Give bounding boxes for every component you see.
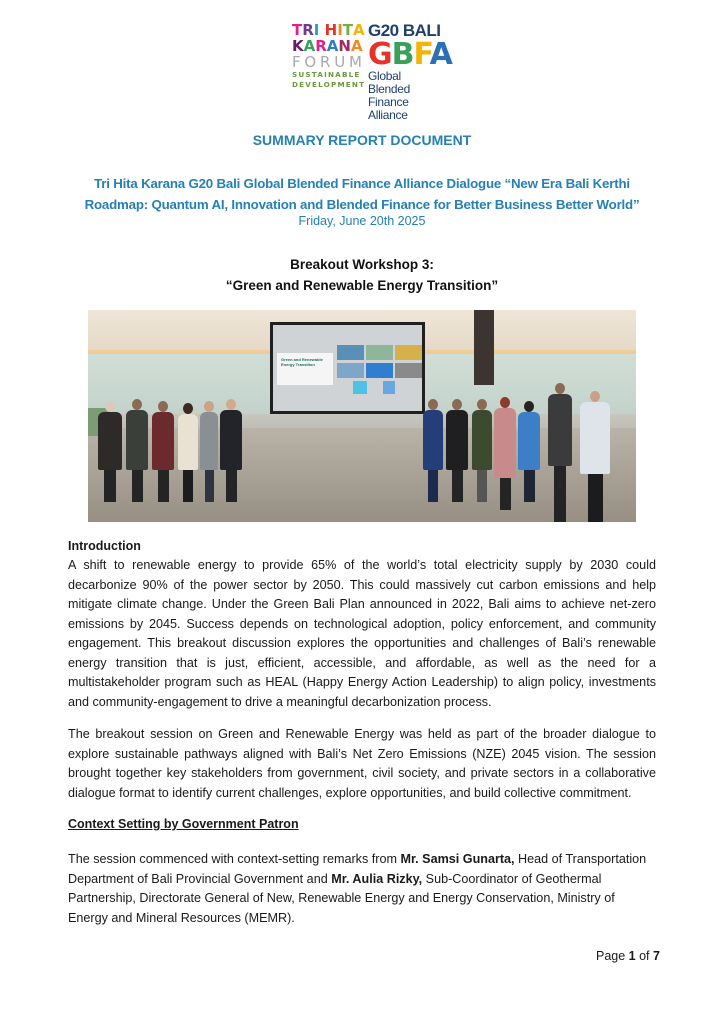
- thk-logo-row-2: [292, 38, 362, 54]
- context-text-2: Head of Transportation Department of Bali Provincial Government and: [68, 852, 647, 886]
- person: [200, 412, 218, 470]
- speaker-samsi-gunarta: Mr. Samsi Gunarta,: [400, 852, 515, 866]
- logo-letter: I: [337, 21, 343, 39]
- introduction-heading: Introduction: [68, 539, 141, 553]
- thk-logo-development: DEVELOPMENT: [292, 80, 366, 89]
- tri-hita-karana-forum-logo: [292, 21, 366, 90]
- logo-letter: I: [313, 21, 320, 39]
- logo-letter: F: [292, 53, 301, 71]
- context-setting-paragraph: [68, 850, 656, 928]
- logo-letter: U: [334, 53, 346, 71]
- gbfa-logo-finance-alliance: Finance Alliance: [368, 95, 409, 122]
- person: [220, 410, 242, 470]
- speaker-aulia-rizky: Mr. Aulia Rizky,: [331, 871, 423, 886]
- g20-bali-gbfa-logo: [368, 21, 452, 122]
- context-text-1: The session commenced with context-setting remarks from: [68, 852, 401, 866]
- person: [178, 414, 198, 470]
- video-tile: [366, 345, 393, 360]
- logo-letter: R: [320, 53, 331, 71]
- logo-letter: A: [303, 37, 316, 55]
- group-photo: [88, 310, 636, 522]
- workshop-theme: “Green and Renewable Energy Transition”: [225, 278, 499, 293]
- logo-letter: M: [349, 53, 362, 71]
- logo-letter: R: [302, 21, 314, 39]
- video-tile: [337, 363, 364, 378]
- event-title-line-1: Tri Hita Karana G20 Bali Global Blended Finance Alliance Dialogue “New Era Bali Kerthi: [94, 176, 630, 191]
- logo-letter: K: [292, 37, 304, 55]
- gbfa-logo-g20-bali: G20 BALI: [368, 21, 441, 40]
- introduction-paragraph: A shift to renewable energy to provide 65% of the world’s total electricity supply by 2030 could decarbonize 90% of the power sector by 2050. This could massively cut carbon emissions and help mitigate climate change. Under the Green Bali Plan announced in 2022, Bali aims to achieve net-zero emissions by 2045. Success depends on technological adoption, policy enforcement, and community engagement. This breakout discussion explores the opportunities and challenges of Bali’s renewable energy transition that is just, efficient, accessible, and affordable, as well as the need for a multistakeholder program such as HEAL (Happy Energy Action Leadership) to align policy, investments and community-engagement to drive a meaningful decarbonization process.: [68, 558, 656, 709]
- person: [423, 410, 443, 470]
- video-tile: [353, 381, 367, 394]
- logo-letter: G: [368, 37, 392, 72]
- document-type-heading: SUMMARY REPORT DOCUMENT: [252, 132, 472, 148]
- person: [126, 410, 148, 470]
- gbfa-logo-global-blended: Global Blended: [368, 69, 410, 96]
- logo-letter: T: [342, 21, 354, 39]
- header-logos: [292, 21, 452, 122]
- event-title: [60, 173, 664, 215]
- video-tile: [395, 363, 422, 378]
- person: [548, 394, 572, 466]
- person: [580, 402, 610, 474]
- workshop-number: Breakout Workshop 3:: [290, 257, 434, 272]
- logo-letter: O: [304, 53, 317, 71]
- projected-slide-title: Green and Renewable Energy Transition: [277, 353, 333, 385]
- page-of-label: of: [635, 949, 653, 963]
- logo-letter: A: [326, 37, 339, 55]
- event-title-line-2: Roadmap: Quantum AI, Innovation and Blended Finance for Better Business Better World”: [84, 197, 640, 212]
- thk-logo-sustainable: SUSTAINABLE: [292, 70, 361, 79]
- context-text-3: Sub-Coordinator of Geothermal Partnership, Directorate General of New, Renewable Energy and Energy Conservation, Ministry of Energy and Mineral Resources (MEMR).: [68, 871, 615, 925]
- logo-letter: A: [429, 37, 452, 72]
- logo-letter: H: [324, 21, 338, 39]
- context-setting-heading: Context Setting by Government Patron: [68, 817, 299, 831]
- logo-letter: A: [353, 21, 365, 39]
- session-overview-paragraph: The breakout session on Green and Renewable Energy was held as part of the broader dialogue to explore sustainable pathways aligned with Bali’s Net Zero Emissions (NZE) 2045 vision. The session brought together key stakeholders from government, civil society, and private sectors in a collaborative dialogue format to identify current challenges, explore opportunities, and build collective commitment.: [68, 727, 656, 800]
- person: [518, 412, 540, 470]
- page-number: [596, 949, 660, 963]
- person: [494, 408, 516, 478]
- video-tile: [366, 363, 393, 378]
- logo-letter: T: [292, 21, 303, 39]
- projection-screen: [270, 322, 425, 414]
- gbfa-logo-acronym: [368, 37, 452, 72]
- logo-letter: N: [338, 37, 351, 55]
- page-total: 7: [653, 949, 660, 963]
- projection-screen-content: [273, 325, 422, 411]
- logo-letter: R: [315, 37, 327, 55]
- page-current: 1: [628, 949, 636, 963]
- thk-logo-row-1: [292, 21, 365, 39]
- logo-letter: A: [350, 37, 363, 55]
- person: [152, 412, 174, 470]
- event-date: Friday, June 20th 2025: [298, 214, 426, 228]
- workshop-heading: [0, 254, 724, 296]
- photo-pillar: [474, 310, 494, 385]
- logo-letter: F: [413, 37, 430, 72]
- video-tile: [337, 345, 364, 360]
- person: [98, 412, 122, 470]
- video-tile: [383, 381, 395, 394]
- person: [472, 410, 492, 470]
- video-tile: [395, 345, 422, 360]
- page-label: Page: [596, 949, 629, 963]
- person: [446, 410, 468, 470]
- logo-letter: B: [391, 37, 414, 72]
- thk-logo-row-3: [292, 54, 362, 70]
